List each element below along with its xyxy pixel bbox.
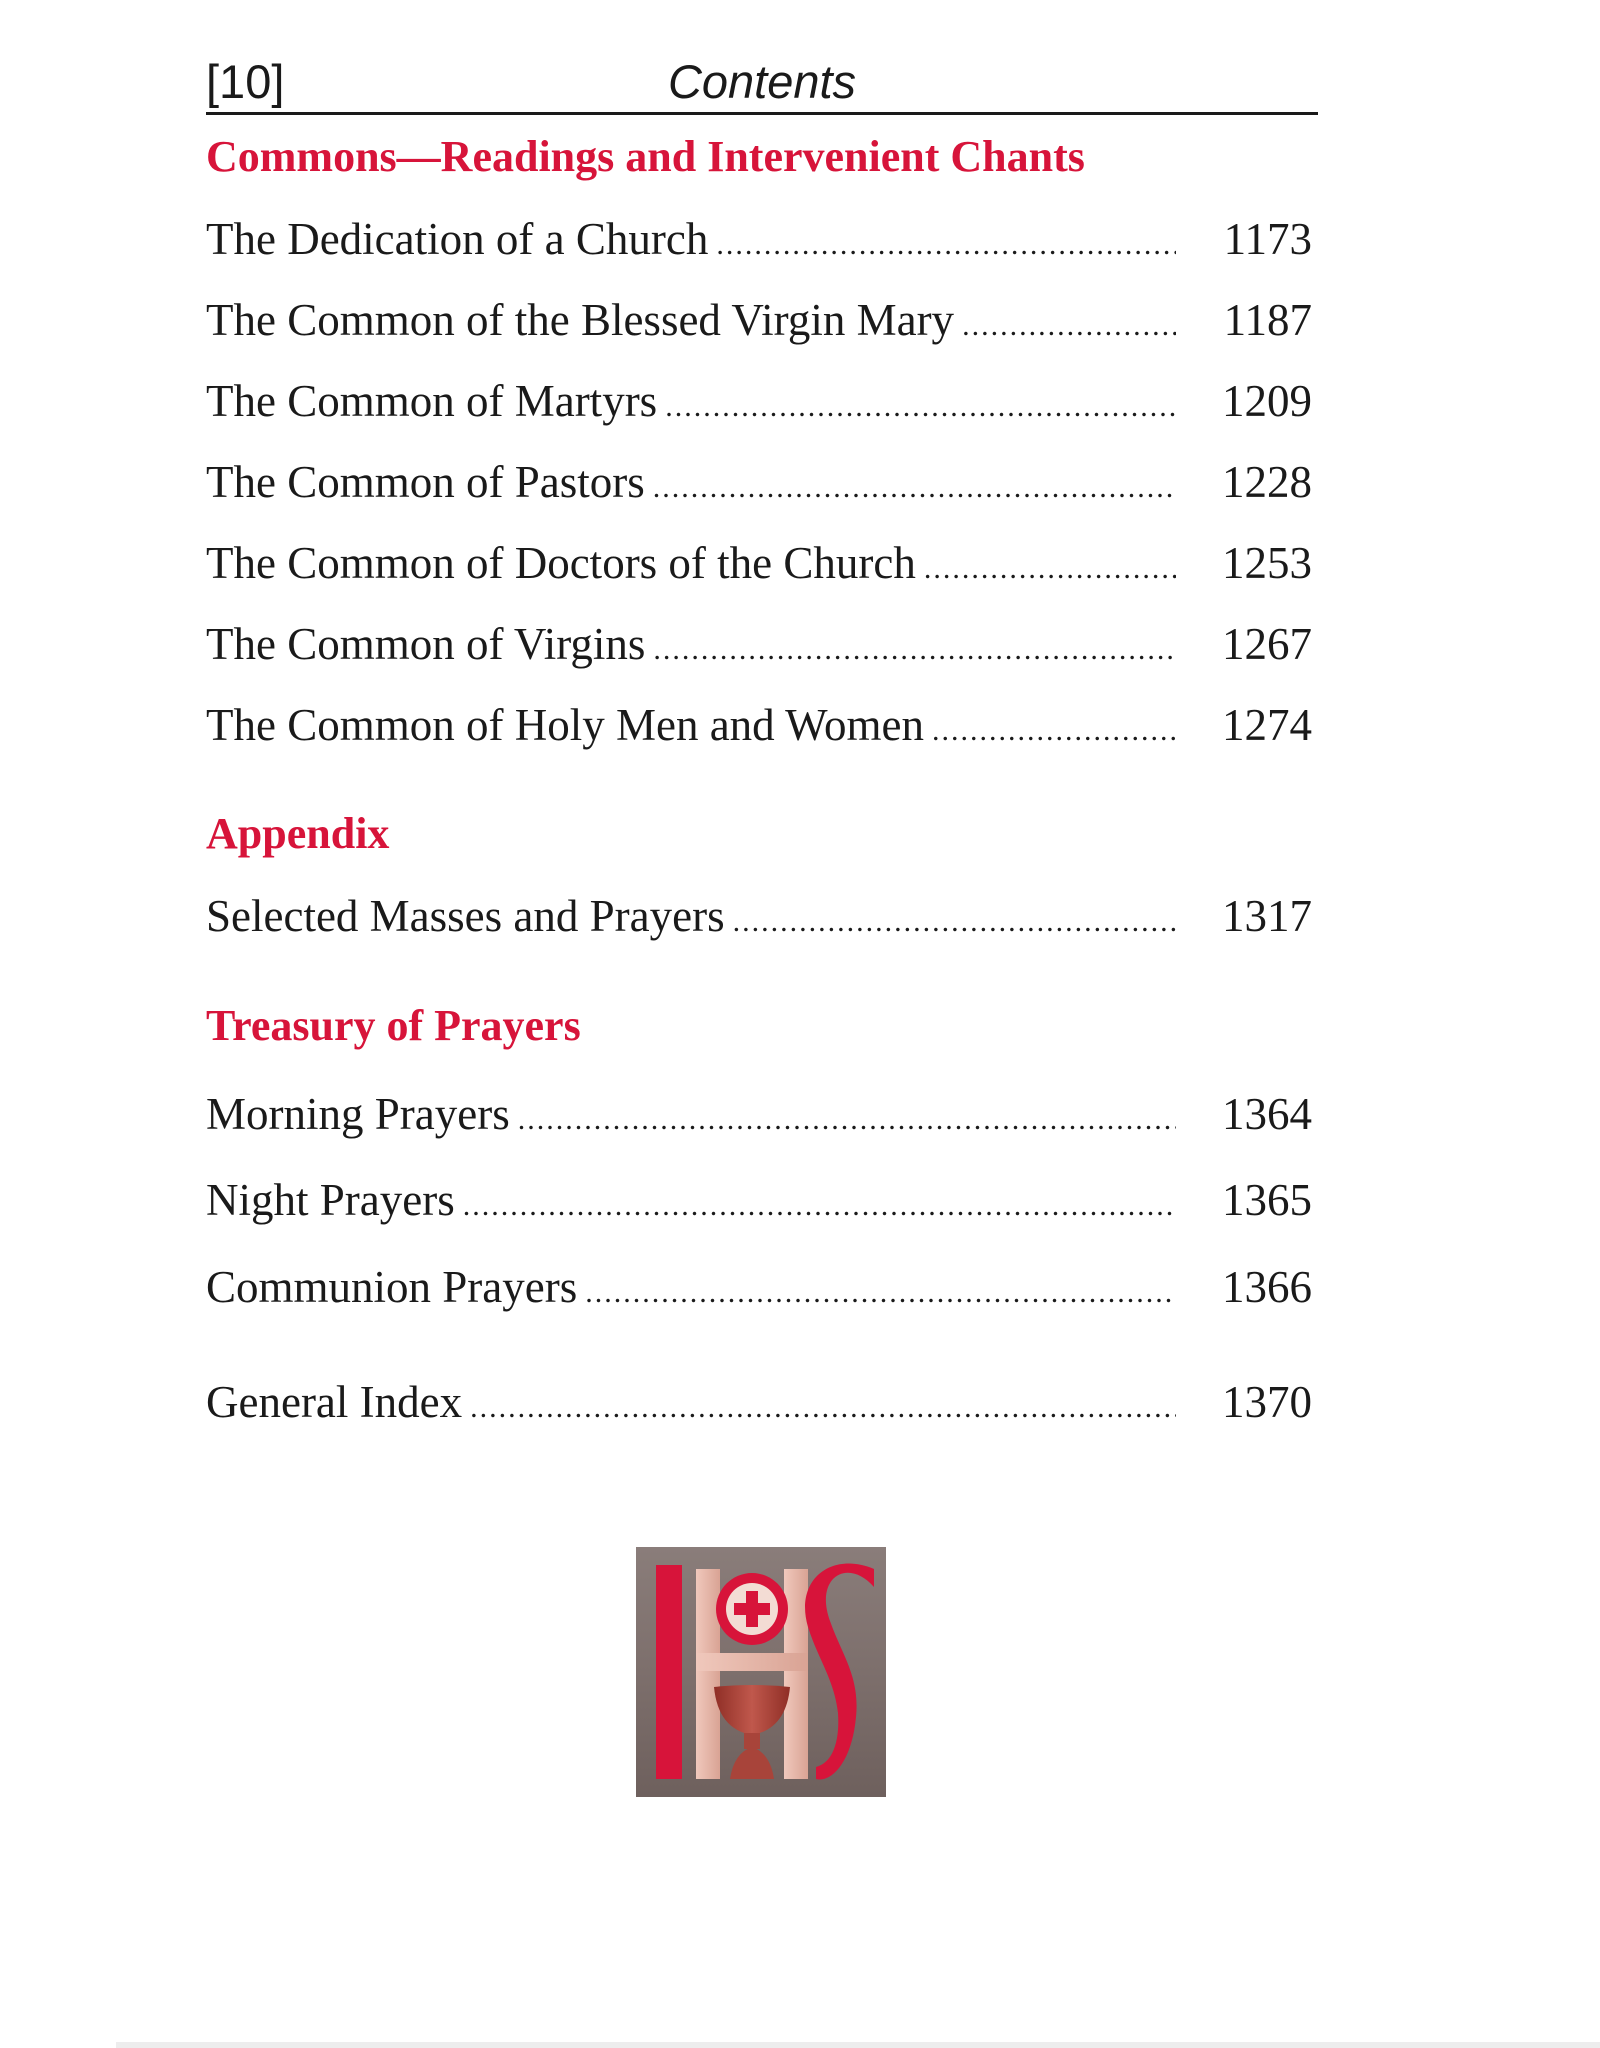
toc-entry-page: 1365	[1222, 1175, 1312, 1225]
page-bottom-edge	[116, 2042, 1600, 2048]
toc-entry[interactable]	[206, 614, 1312, 674]
toc-entry-page: 1187	[1223, 295, 1312, 345]
toc-entry-page: 1173	[1223, 214, 1312, 264]
running-title: Contents	[667, 55, 857, 108]
dot-leader	[665, 377, 1176, 437]
dot-leader	[463, 1176, 1176, 1236]
section-heading-treasury: Treasury of Prayers	[206, 1001, 581, 1050]
toc-entry[interactable]	[206, 886, 1312, 946]
toc-entry-page: 1228	[1222, 457, 1312, 507]
toc-entry-title: The Common of Pastors	[206, 457, 645, 507]
dot-leader	[653, 620, 1176, 680]
toc-entry-title: Communion Prayers	[206, 1262, 578, 1312]
toc-entry[interactable]	[206, 1257, 1312, 1317]
dot-leader	[733, 892, 1176, 952]
toc-entry-page: 1364	[1222, 1089, 1312, 1139]
toc-entry[interactable]	[206, 533, 1312, 593]
toc-entry-title: The Common of Martyrs	[206, 376, 658, 426]
toc-entry-title: The Common of Virgins	[206, 619, 646, 669]
dot-leader	[716, 215, 1176, 275]
toc-entry[interactable]	[206, 290, 1312, 350]
running-head	[206, 52, 1318, 115]
toc-entry-page: 1253	[1222, 538, 1312, 588]
dot-leader	[518, 1090, 1176, 1150]
dot-leader	[470, 1378, 1176, 1438]
ihs-chalice-emblem-icon	[636, 1547, 886, 1797]
page-number: [10]	[206, 55, 285, 108]
dot-leader	[585, 1263, 1176, 1323]
toc-entry-title: The Dedication of a Church	[206, 214, 709, 264]
toc-entry-title: Night Prayers	[206, 1175, 455, 1225]
toc-entry-title: The Common of the Blessed Virgin Mary	[206, 295, 955, 345]
toc-entry-page: 1317	[1222, 891, 1312, 941]
toc-entry[interactable]	[206, 1084, 1312, 1144]
toc-entry[interactable]	[206, 371, 1312, 431]
toc-entry-page: 1366	[1222, 1262, 1312, 1312]
section-heading-commons: Commons—Readings and Intervenient Chants	[206, 132, 1085, 181]
dot-leader	[962, 296, 1176, 356]
toc-entry-title: The Common of Holy Men and Women	[206, 700, 924, 750]
toc-entry-page: 1370	[1222, 1377, 1312, 1427]
dot-leader	[924, 539, 1176, 599]
section-heading-appendix: Appendix	[206, 809, 390, 858]
toc-entry-page: 1267	[1222, 619, 1312, 669]
toc-entry[interactable]	[206, 209, 1312, 269]
toc-entry-title: The Common of Doctors of the Church	[206, 538, 916, 588]
toc-entry-title: Morning Prayers	[206, 1089, 510, 1139]
toc-entry-general-index[interactable]	[206, 1372, 1312, 1432]
toc-entry[interactable]	[206, 695, 1312, 755]
toc-entry[interactable]	[206, 452, 1312, 512]
toc-entry-title: General Index	[206, 1377, 463, 1427]
dot-leader	[653, 458, 1176, 518]
toc-entry-page: 1209	[1222, 376, 1312, 426]
dot-leader	[932, 701, 1176, 761]
toc-entry[interactable]	[206, 1170, 1312, 1230]
toc-entry-title: Selected Masses and Prayers	[206, 891, 725, 941]
toc-entry-page: 1274	[1222, 700, 1312, 750]
